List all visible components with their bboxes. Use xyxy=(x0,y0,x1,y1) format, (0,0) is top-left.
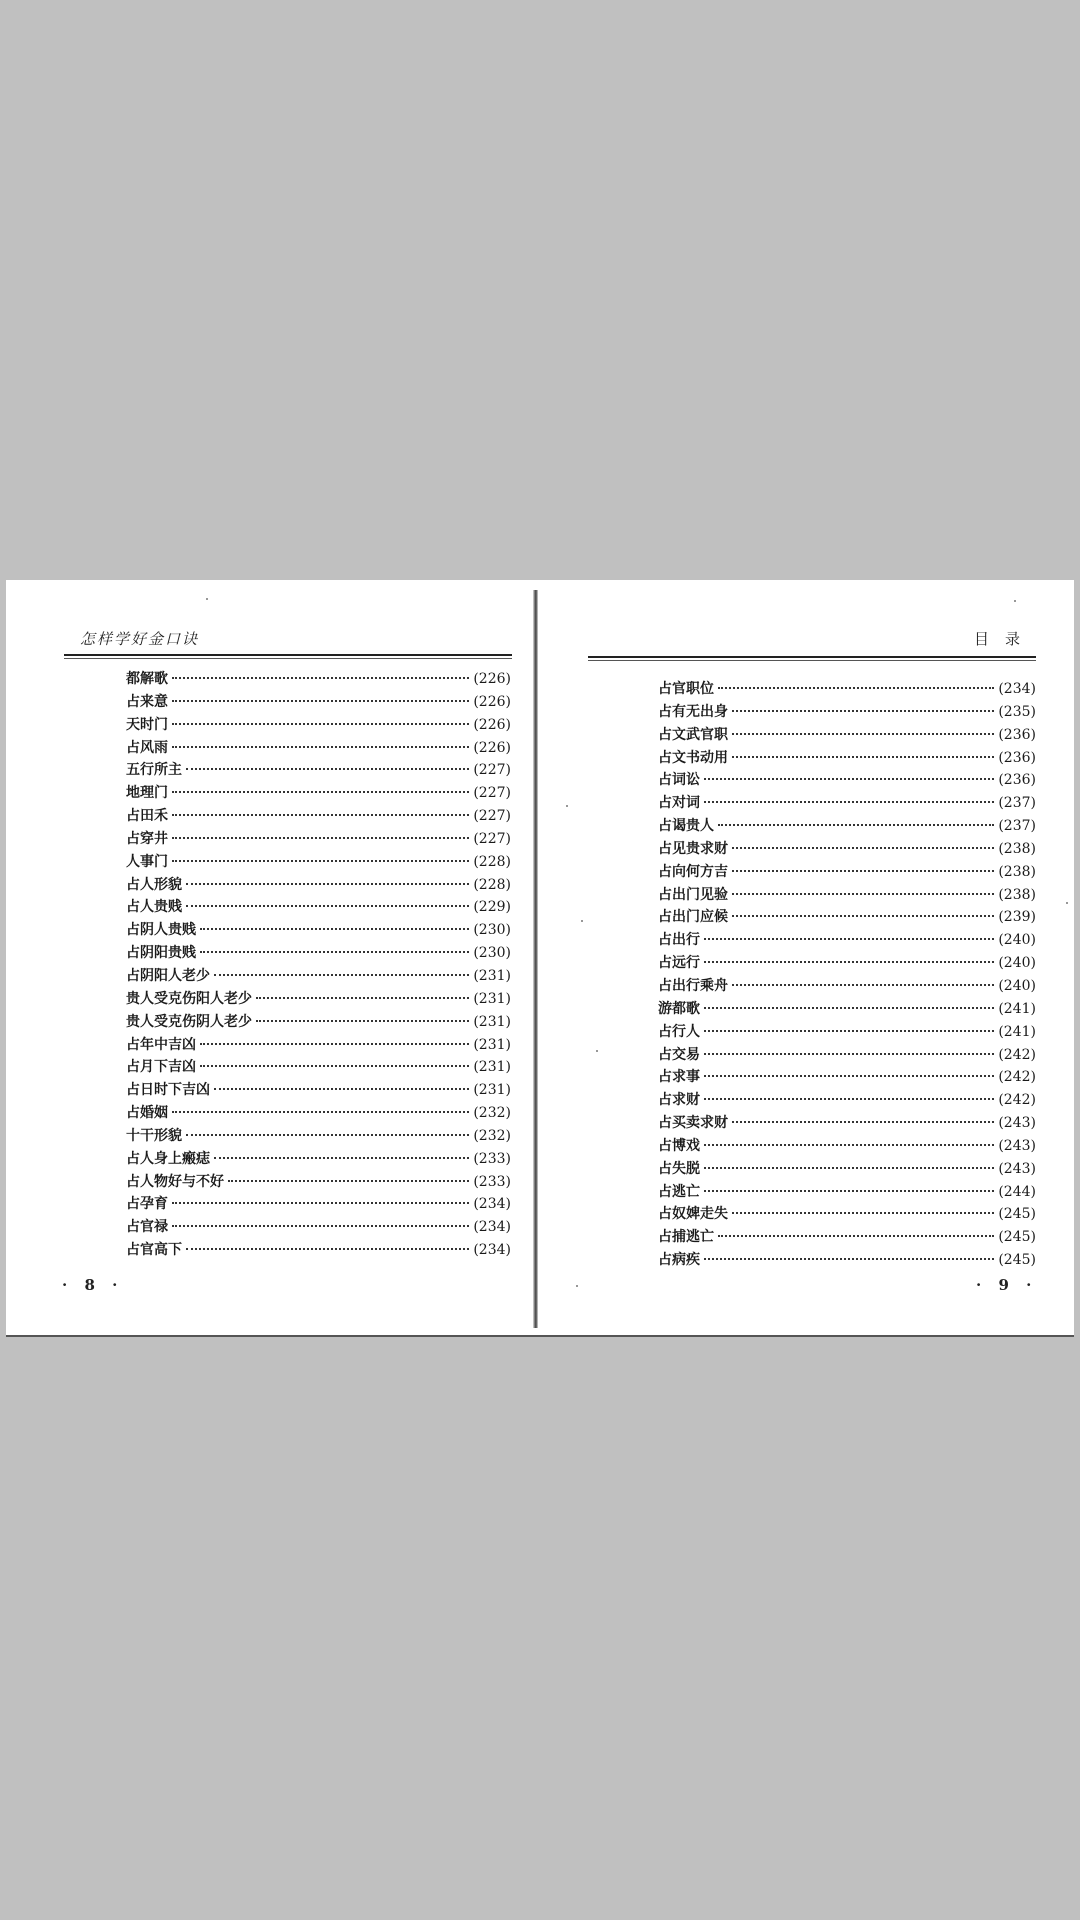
toc-entry-title: 占有无出身 xyxy=(658,703,728,720)
toc-entry-title: 地理门 xyxy=(126,785,168,802)
dot-leader xyxy=(718,824,994,826)
dot-leader xyxy=(172,837,469,839)
toc-entry-title: 占月下吉凶 xyxy=(126,1059,196,1076)
toc-entry-page: (244) xyxy=(998,1183,1036,1200)
toc-entry-page: (226) xyxy=(473,716,511,733)
toc-entry-page: (227) xyxy=(473,785,511,802)
toc-entry-title: 贵人受克伤阳人老少 xyxy=(126,990,252,1007)
toc-entry xyxy=(126,851,511,874)
toc-entry xyxy=(658,1181,1036,1204)
toc-entry xyxy=(658,701,1036,724)
dot-leader xyxy=(732,893,994,895)
dot-leader xyxy=(186,1248,469,1250)
dot-leader xyxy=(172,700,469,702)
toc-entry-page: (237) xyxy=(998,795,1036,812)
toc-entry-page: (243) xyxy=(998,1137,1036,1154)
toc-entry-title: 游都歌 xyxy=(658,1000,700,1017)
dot-leader xyxy=(704,1007,994,1009)
toc-entry-page: (227) xyxy=(473,808,511,825)
toc-entry-page: (236) xyxy=(998,772,1036,789)
toc-entry-page: (241) xyxy=(998,1023,1036,1040)
toc-entry xyxy=(658,1044,1036,1067)
dot-leader xyxy=(186,1134,469,1136)
header-rule xyxy=(64,654,512,656)
toc-entry-page: (234) xyxy=(998,681,1036,697)
toc-entry-title: 占求财 xyxy=(658,1092,700,1109)
dot-leader xyxy=(214,1088,469,1090)
toc-entry xyxy=(658,1158,1036,1181)
dot-leader xyxy=(704,1098,994,1100)
toc-entry xyxy=(126,1171,511,1194)
toc-entry-title: 占田禾 xyxy=(126,808,168,825)
toc-entry-page: (230) xyxy=(473,945,511,962)
dot-leader xyxy=(186,883,469,885)
dot-leader xyxy=(200,928,469,930)
toc-entry xyxy=(658,861,1036,884)
toc-entry-title: 占婚姻 xyxy=(126,1105,168,1122)
toc-entry-page: (228) xyxy=(473,853,511,870)
dot-leader xyxy=(732,733,994,735)
toc-entry-page: (238) xyxy=(998,886,1036,903)
toc-entry-title: 占官职位 xyxy=(658,681,714,697)
toc-entry-title: 占风雨 xyxy=(126,739,168,756)
toc-entry xyxy=(658,678,1036,701)
dot-leader xyxy=(214,974,469,976)
toc-entry-page: (231) xyxy=(473,1082,511,1099)
toc-entry xyxy=(658,975,1036,998)
dot-leader xyxy=(704,1030,994,1032)
toc-entry xyxy=(658,952,1036,975)
toc-entry-title: 占年中吉凶 xyxy=(126,1036,196,1053)
toc-entry-page: (245) xyxy=(998,1252,1036,1269)
toc-entry-page: (232) xyxy=(473,1105,511,1122)
toc-entry-page: (243) xyxy=(998,1160,1036,1177)
page-number-8: · 8 · xyxy=(62,1276,124,1294)
toc-entry-page: (242) xyxy=(998,1092,1036,1109)
toc-entry-page: (241) xyxy=(998,1000,1036,1017)
toc-entry-page: (235) xyxy=(998,703,1036,720)
book-spread-scan xyxy=(6,580,1074,1337)
toc-entry xyxy=(658,998,1036,1021)
toc-entry-page: (228) xyxy=(473,876,511,893)
toc-entry-title: 占来意 xyxy=(126,693,168,710)
toc-entry-title: 占官禄 xyxy=(126,1219,168,1236)
scan-speck xyxy=(1014,600,1016,602)
toc-entry-title: 占人贵贱 xyxy=(126,899,182,916)
toc-entry-page: (234) xyxy=(473,1219,511,1236)
dot-leader xyxy=(200,1043,469,1045)
toc-entry xyxy=(658,1135,1036,1158)
dot-leader xyxy=(732,870,994,872)
toc-entry xyxy=(126,896,511,919)
toc-entry-title: 占失脱 xyxy=(658,1160,700,1177)
toc-entry-title: 占奴婢走失 xyxy=(658,1206,728,1223)
toc-entry xyxy=(126,1125,511,1148)
toc-entry-page: (226) xyxy=(473,739,511,756)
toc-entry xyxy=(658,792,1036,815)
table-of-contents-left xyxy=(126,668,511,1262)
toc-entry-page: (238) xyxy=(998,863,1036,880)
toc-entry xyxy=(126,1079,511,1102)
toc-entry-page: (239) xyxy=(998,909,1036,926)
toc-entry xyxy=(126,1102,511,1125)
toc-entry xyxy=(658,929,1036,952)
scan-speck xyxy=(566,805,568,807)
toc-entry-page: (231) xyxy=(473,1059,511,1076)
dot-leader xyxy=(214,1157,469,1159)
toc-entry-title: 占人物好与不好 xyxy=(126,1173,224,1190)
toc-entry xyxy=(126,737,511,760)
toc-entry-page: (234) xyxy=(473,1196,511,1213)
book-gutter xyxy=(533,590,538,1328)
dot-leader xyxy=(172,814,469,816)
dot-leader xyxy=(704,778,994,780)
left-page xyxy=(6,580,536,1337)
toc-entry-page: (240) xyxy=(998,955,1036,972)
running-head-contents: 目录 xyxy=(973,630,1036,648)
toc-entry xyxy=(658,747,1036,770)
toc-entry-title: 占文书动用 xyxy=(658,749,728,766)
dot-leader xyxy=(704,938,994,940)
toc-entry-page: (227) xyxy=(473,830,511,847)
toc-entry-page: (245) xyxy=(998,1229,1036,1246)
toc-entry xyxy=(658,1203,1036,1226)
toc-entry xyxy=(658,838,1036,861)
scan-speck xyxy=(206,598,208,600)
toc-entry-title: 贵人受克伤阴人老少 xyxy=(126,1013,252,1030)
scan-speck xyxy=(596,1050,598,1052)
toc-entry xyxy=(126,759,511,782)
toc-entry xyxy=(658,815,1036,838)
dot-leader xyxy=(732,710,994,712)
dot-leader xyxy=(172,1111,469,1113)
toc-entry xyxy=(658,1112,1036,1135)
dot-leader xyxy=(172,860,469,862)
toc-entry xyxy=(126,1239,511,1262)
toc-entry xyxy=(126,965,511,988)
toc-entry-page: (233) xyxy=(473,1173,511,1190)
dot-leader xyxy=(172,723,469,725)
dot-leader xyxy=(186,905,469,907)
toc-entry-page: (231) xyxy=(473,990,511,1007)
toc-entry-title: 占文武官职 xyxy=(658,726,728,743)
toc-entry xyxy=(126,988,511,1011)
toc-entry xyxy=(126,691,511,714)
dot-leader xyxy=(200,951,469,953)
dot-leader xyxy=(732,1212,994,1214)
toc-entry xyxy=(658,769,1036,792)
toc-entry-page: (234) xyxy=(473,1242,511,1259)
toc-entry xyxy=(126,805,511,828)
dot-leader xyxy=(256,997,469,999)
running-head-book-title: 怎样学好金口诀 xyxy=(80,630,200,648)
dot-leader xyxy=(732,847,994,849)
toc-entry-title: 占行人 xyxy=(658,1023,700,1040)
toc-entry-page: (231) xyxy=(473,1036,511,1053)
toc-entry xyxy=(658,906,1036,929)
dot-leader xyxy=(704,1258,994,1260)
toc-entry xyxy=(126,874,511,897)
dot-leader xyxy=(172,746,469,748)
toc-entry-page: (232) xyxy=(473,1127,511,1144)
dot-leader xyxy=(732,915,994,917)
toc-entry-title: 占穿井 xyxy=(126,830,168,847)
toc-entry-page: (243) xyxy=(998,1115,1036,1132)
toc-entry-page: (231) xyxy=(473,967,511,984)
toc-entry-title: 占阴阳贵贱 xyxy=(126,945,196,962)
dot-leader xyxy=(172,1202,469,1204)
toc-entry xyxy=(126,1148,511,1171)
toc-entry-title: 占阴人贵贱 xyxy=(126,922,196,939)
toc-entry-page: (226) xyxy=(473,671,511,687)
toc-entry-page: (227) xyxy=(473,762,511,779)
toc-entry-page: (242) xyxy=(998,1046,1036,1063)
dot-leader xyxy=(704,1144,994,1146)
toc-entry-title: 占捕逃亡 xyxy=(658,1229,714,1246)
toc-entry xyxy=(658,884,1036,907)
toc-entry-title: 占博戏 xyxy=(658,1137,700,1154)
toc-entry-title: 占日时下吉凶 xyxy=(126,1082,210,1099)
toc-entry xyxy=(126,782,511,805)
toc-entry xyxy=(126,1056,511,1079)
toc-entry-title: 占向何方吉 xyxy=(658,863,728,880)
toc-entry-title: 占交易 xyxy=(658,1046,700,1063)
toc-entry-title: 天时门 xyxy=(126,716,168,733)
dot-leader xyxy=(228,1180,469,1182)
toc-entry-title: 占官高下 xyxy=(126,1242,182,1259)
toc-entry-page: (245) xyxy=(998,1206,1036,1223)
dot-leader xyxy=(172,791,469,793)
toc-entry xyxy=(126,1011,511,1034)
toc-entry xyxy=(658,1089,1036,1112)
right-page xyxy=(544,580,1074,1337)
toc-entry-page: (226) xyxy=(473,693,511,710)
dot-leader xyxy=(704,1075,994,1077)
toc-entry-title: 占对词 xyxy=(658,795,700,812)
toc-entry-title: 占见贵求财 xyxy=(658,840,728,857)
toc-entry xyxy=(126,1216,511,1239)
toc-entry-title: 十干形貌 xyxy=(126,1127,182,1144)
toc-entry-title: 占求事 xyxy=(658,1069,700,1086)
toc-entry-page: (229) xyxy=(473,899,511,916)
toc-entry-title: 占出行 xyxy=(658,932,700,949)
toc-entry-title: 占远行 xyxy=(658,955,700,972)
scan-speck xyxy=(581,920,583,922)
toc-entry-title: 占病疾 xyxy=(658,1252,700,1269)
table-of-contents-right xyxy=(658,678,1036,1272)
toc-entry-page: (233) xyxy=(473,1150,511,1167)
toc-entry xyxy=(126,714,511,737)
toc-entry xyxy=(658,1249,1036,1272)
dot-leader xyxy=(172,677,469,679)
toc-entry-title: 占逃亡 xyxy=(658,1183,700,1200)
dot-leader xyxy=(704,1053,994,1055)
dot-leader xyxy=(256,1020,469,1022)
toc-entry-title: 占出行乘舟 xyxy=(658,977,728,994)
toc-entry-page: (238) xyxy=(998,840,1036,857)
toc-entry-title: 人事门 xyxy=(126,853,168,870)
toc-entry-title: 占孕育 xyxy=(126,1196,168,1213)
dot-leader xyxy=(732,756,994,758)
toc-entry-title: 占出门见验 xyxy=(658,886,728,903)
toc-entry-title: 占买卖求财 xyxy=(658,1115,728,1132)
dot-leader xyxy=(718,1235,994,1237)
toc-entry xyxy=(126,919,511,942)
scan-speck xyxy=(1066,902,1068,904)
toc-entry-page: (237) xyxy=(998,818,1036,835)
toc-entry xyxy=(126,1034,511,1057)
toc-entry xyxy=(658,1066,1036,1089)
toc-entry-page: (236) xyxy=(998,726,1036,743)
toc-entry xyxy=(658,1226,1036,1249)
toc-entry-page: (230) xyxy=(473,922,511,939)
toc-entry xyxy=(126,942,511,965)
dot-leader xyxy=(186,768,469,770)
toc-entry-page: (240) xyxy=(998,977,1036,994)
toc-entry-title: 五行所主 xyxy=(126,762,182,779)
scan-speck xyxy=(576,1285,578,1287)
spread-bottom-edge xyxy=(6,1335,1074,1337)
toc-entry xyxy=(658,1021,1036,1044)
dot-leader xyxy=(704,1167,994,1169)
dot-leader xyxy=(718,687,994,689)
toc-entry-page: (231) xyxy=(473,1013,511,1030)
toc-entry-title: 占人形貌 xyxy=(126,876,182,893)
toc-entry-title: 都解歌 xyxy=(126,671,168,687)
toc-entry xyxy=(126,828,511,851)
toc-entry-title: 占谒贵人 xyxy=(658,818,714,835)
dot-leader xyxy=(704,1190,994,1192)
dot-leader xyxy=(704,801,994,803)
toc-entry-title: 占词讼 xyxy=(658,772,700,789)
dot-leader xyxy=(200,1065,469,1067)
toc-entry xyxy=(126,668,511,691)
toc-entry-page: (240) xyxy=(998,932,1036,949)
dot-leader xyxy=(732,1121,994,1123)
toc-entry-page: (236) xyxy=(998,749,1036,766)
dot-leader xyxy=(732,984,994,986)
toc-entry-title: 占出门应候 xyxy=(658,909,728,926)
toc-entry xyxy=(126,1193,511,1216)
page-number-9: · 9 · xyxy=(976,1276,1038,1294)
toc-entry-title: 占阴阳人老少 xyxy=(126,967,210,984)
header-rule xyxy=(588,656,1036,658)
dot-leader xyxy=(172,1225,469,1227)
toc-entry-title: 占人身上瘢痣 xyxy=(126,1150,210,1167)
toc-entry xyxy=(658,724,1036,747)
toc-entry-page: (242) xyxy=(998,1069,1036,1086)
dot-leader xyxy=(704,961,994,963)
